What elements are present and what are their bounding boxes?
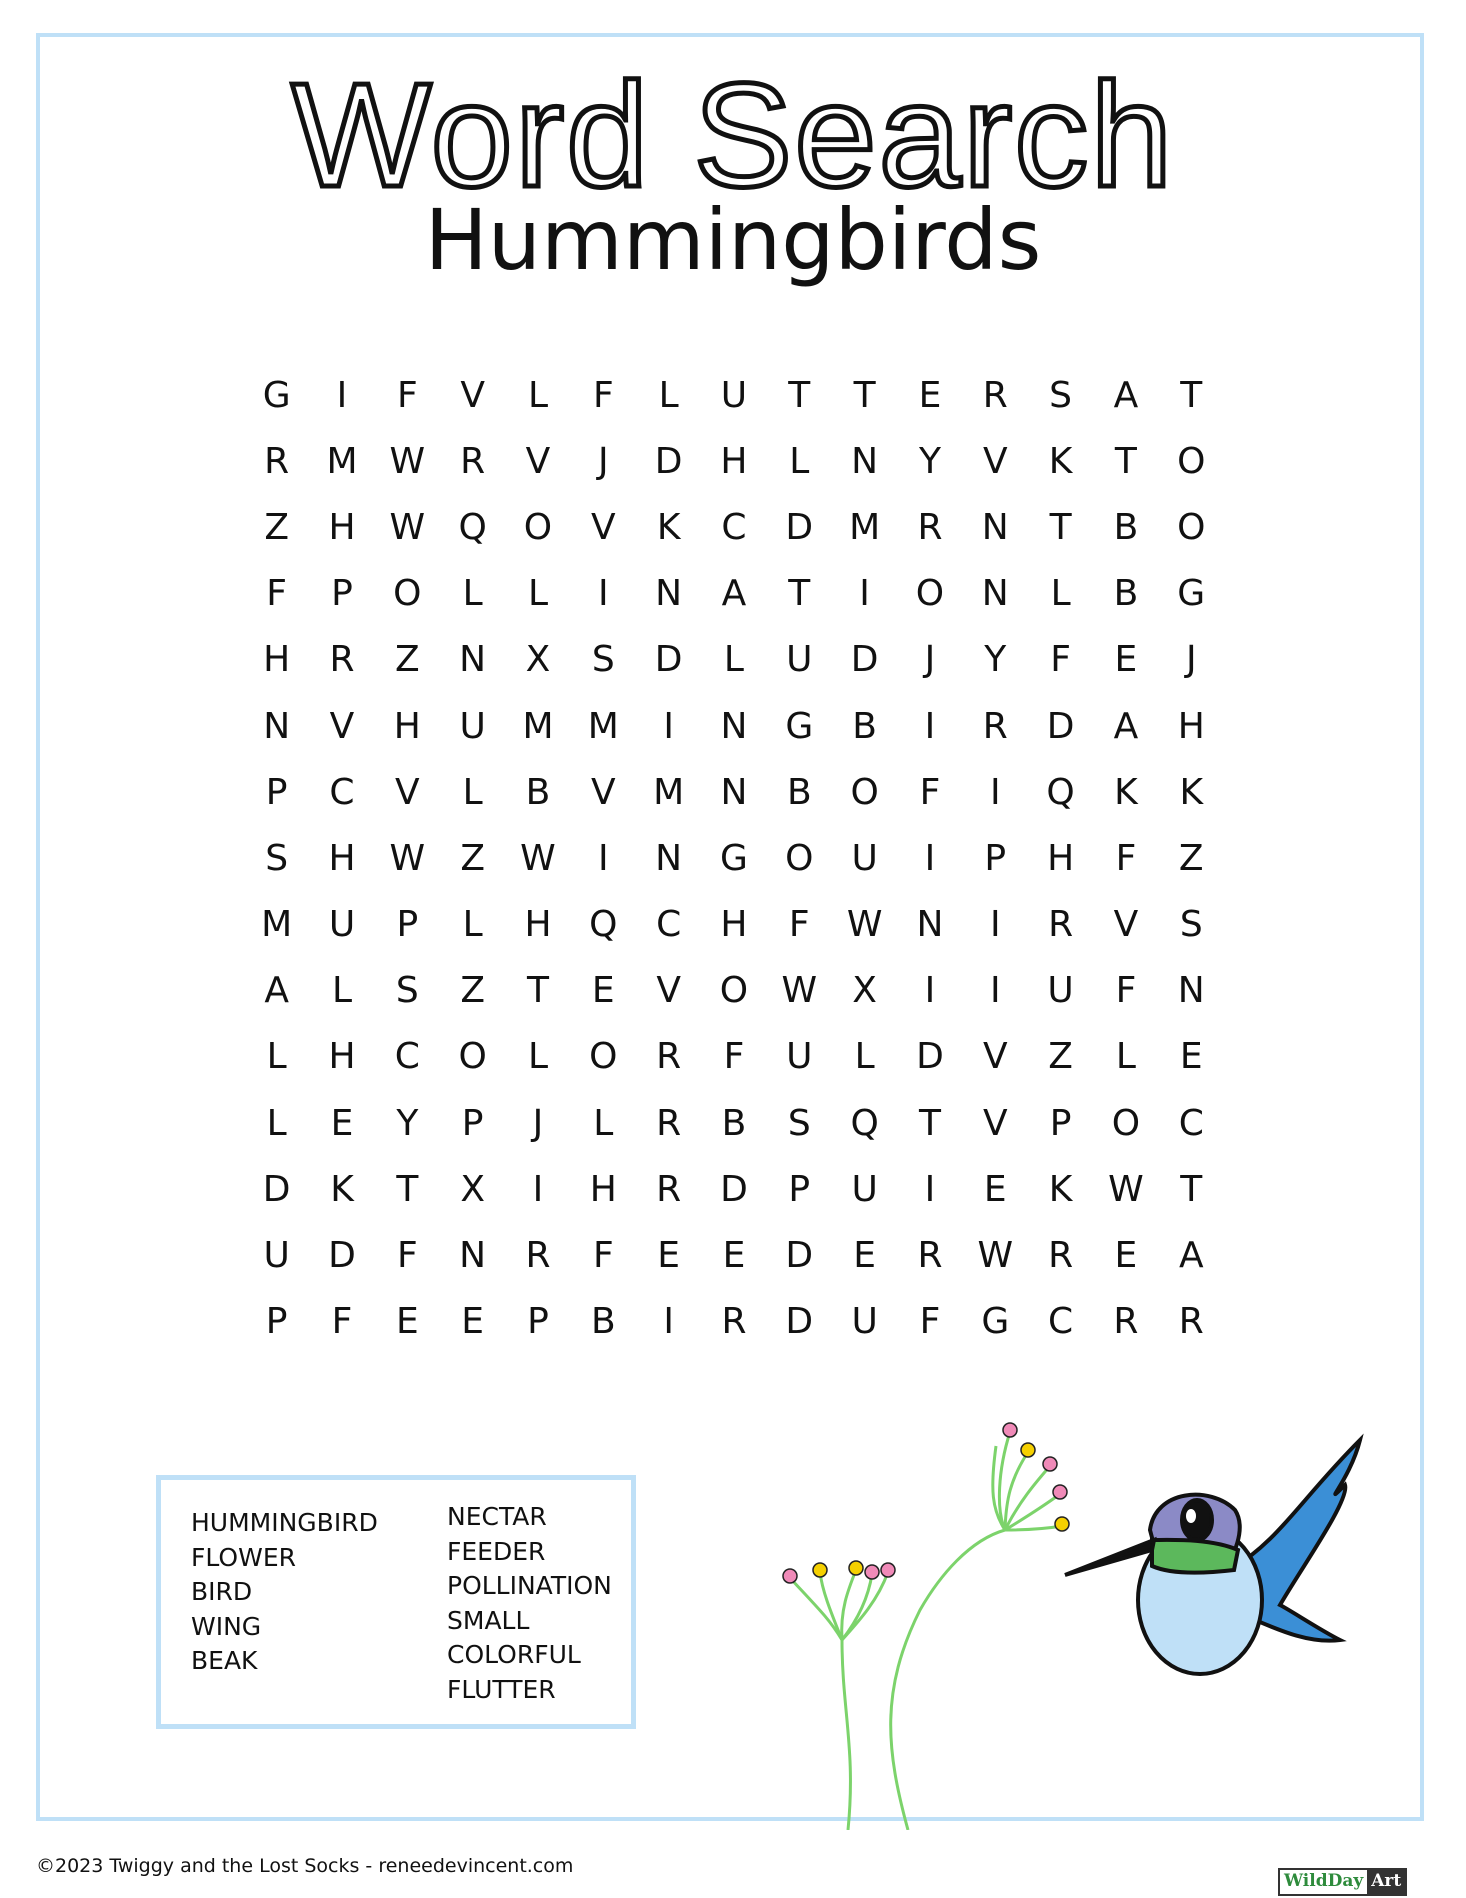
grid-letter: A	[1113, 705, 1139, 747]
grid-letter: I	[989, 904, 1001, 946]
grid-letter: S	[265, 837, 289, 879]
grid-letter: W	[977, 1235, 1014, 1277]
grid-letter: H	[1047, 837, 1075, 879]
grid-letter: E	[461, 1301, 485, 1343]
grid-letter: B	[590, 1301, 616, 1343]
grid-letter: E	[591, 970, 615, 1012]
grid-letter: F	[723, 1036, 745, 1078]
grid-letter: Y	[984, 639, 1007, 681]
grid-letter: L	[462, 904, 483, 946]
grid-letter: C	[656, 904, 682, 946]
grid-letter: Z	[1178, 837, 1204, 879]
page-subtitle: Hummingbirds	[424, 191, 1042, 289]
grid-letter: V	[982, 1102, 1008, 1144]
grid-row	[244, 1090, 1224, 1156]
grid-letter: R	[329, 639, 355, 681]
grid-letter: H	[589, 1168, 617, 1210]
grid-letter: V	[525, 440, 551, 482]
grid-letter: I	[989, 771, 1001, 813]
grid-letter: N	[655, 837, 683, 879]
grid-letter: D	[720, 1168, 748, 1210]
grid-letter: I	[597, 837, 609, 879]
grid-letter: X	[852, 970, 877, 1012]
grid-letter: B	[1113, 506, 1139, 548]
grid-letter: W	[389, 440, 426, 482]
grid-letter: V	[590, 506, 616, 548]
grid-letter: P	[461, 1102, 484, 1144]
grid-row	[244, 627, 1224, 693]
page-title: Word Search	[291, 53, 1175, 218]
grid-letter: R	[656, 1168, 682, 1210]
grid-letter: N	[916, 904, 944, 946]
grid-letter: C	[721, 506, 747, 548]
grid-letter: Q	[1046, 771, 1075, 813]
grid-letter: I	[532, 1168, 544, 1210]
grid-letter: N	[655, 573, 683, 615]
grid-letter: T	[1049, 506, 1072, 548]
grid-letter: S	[1049, 374, 1073, 416]
grid-letter: U	[851, 837, 878, 879]
grid-letter: D	[654, 639, 683, 681]
grid-letter: H	[328, 506, 356, 548]
grid-letter: L	[723, 639, 744, 681]
word-list-item: HUMMINGBIRD	[191, 1508, 378, 1537]
grid-letter: K	[1048, 440, 1073, 482]
grid-letter: W	[389, 506, 426, 548]
grid-letter: L	[593, 1102, 614, 1144]
grid-letter: N	[459, 639, 487, 681]
grid-row	[244, 1289, 1224, 1355]
grid-letter: K	[330, 1168, 354, 1210]
grid-letter: W	[389, 837, 426, 879]
grid-letter: V	[590, 771, 616, 813]
hummingbird-icon	[1065, 1440, 1360, 1674]
word-list-column-a	[191, 1506, 378, 1679]
grid-letter: O	[458, 1036, 487, 1078]
grid-letter: R	[656, 1102, 682, 1144]
grid-letter: S	[787, 1102, 811, 1144]
grid-row	[244, 1024, 1224, 1090]
grid-letter: J	[597, 440, 609, 482]
grid-letter: A	[721, 573, 747, 615]
grid-letter: Z	[264, 506, 289, 548]
grid-letter: W	[1108, 1168, 1144, 1210]
grid-letter: V	[395, 771, 420, 813]
grid-letter: E	[1114, 1235, 1138, 1277]
grid-letter: Q	[589, 904, 618, 946]
word-list-item: BEAK	[191, 1646, 258, 1675]
grid-letter: B	[525, 771, 551, 813]
grid-letter: G	[785, 705, 814, 747]
grid-letter: U	[328, 904, 356, 946]
grid-letter: D	[916, 1036, 944, 1078]
grid-letter: Z	[460, 970, 485, 1012]
grid-letter: S	[1179, 904, 1203, 946]
grid-letter: H	[1177, 705, 1205, 747]
grid-letter: X	[525, 639, 551, 681]
grid-letter: H	[328, 1036, 356, 1078]
grid-letter: C	[394, 1036, 420, 1078]
grid-letter: H	[524, 904, 552, 946]
grid-letter: L	[854, 1036, 875, 1078]
grid-letter: U	[263, 1235, 290, 1277]
grid-letter: L	[331, 970, 353, 1012]
grid-letter: T	[1180, 374, 1203, 416]
grid-letter: K	[656, 506, 681, 548]
word-list-item: FLUTTER	[447, 1674, 556, 1704]
grid-letter: L	[266, 1102, 287, 1144]
hummingbird-illustration	[760, 1390, 1380, 1830]
grid-letter: O	[850, 771, 879, 813]
grid-letter: V	[982, 1036, 1008, 1078]
grid-letter: I	[924, 970, 936, 1012]
grid-letter: F	[331, 1301, 353, 1343]
grid-letter: B	[852, 705, 877, 747]
word-list-box	[156, 1475, 636, 1729]
grid-letter: R	[721, 1301, 747, 1343]
grid-letter: A	[1113, 374, 1139, 416]
grid-letter: K	[1048, 1168, 1073, 1210]
grid-letter: N	[981, 506, 1009, 548]
grid-letter: B	[721, 1102, 747, 1144]
grid-letter: I	[859, 573, 870, 615]
grid-letter: U	[1047, 970, 1074, 1012]
grid-letter: P	[396, 904, 419, 946]
grid-letter: L	[462, 573, 483, 615]
grid-letter: R	[982, 374, 1008, 416]
grid-letter: N	[851, 440, 879, 482]
grid-letter: L	[527, 573, 548, 615]
grid-letter: G	[1177, 573, 1206, 615]
grid-letter: U	[786, 1036, 813, 1078]
word-list-item: SMALL	[447, 1605, 530, 1635]
grid-letter: G	[720, 837, 748, 879]
grid-letter: H	[393, 705, 421, 747]
grid-letter: W	[846, 904, 883, 946]
word-list-item: NECTAR	[447, 1502, 547, 1531]
grid-letter: D	[262, 1168, 291, 1210]
grid-letter: L	[462, 771, 483, 813]
grid-letter: D	[785, 506, 814, 548]
grid-letter: E	[722, 1235, 746, 1277]
grid-letter: R	[917, 506, 943, 548]
grid-letter: R	[1048, 904, 1074, 946]
grid-letter: E	[330, 1102, 354, 1144]
grid-letter: L	[789, 440, 810, 482]
grid-letter: N	[720, 705, 748, 747]
grid-row	[244, 494, 1224, 560]
grid-letter: N	[1177, 970, 1205, 1012]
grid-letter: Z	[460, 837, 485, 879]
grid-letter: W	[781, 970, 818, 1012]
grid-row	[244, 362, 1224, 428]
grid-letter: F	[592, 374, 614, 416]
grid-letter: E	[395, 1301, 419, 1343]
grid-letter: E	[983, 1168, 1007, 1210]
grid-letter: P	[331, 573, 353, 615]
grid-letter: T	[788, 374, 811, 416]
petal-icons	[783, 1423, 1069, 1583]
grid-letter: M	[522, 705, 554, 747]
grid-letter: M	[653, 771, 685, 813]
grid-letter: R	[525, 1235, 551, 1277]
grid-letter: F	[592, 1235, 614, 1277]
grid-letter: I	[336, 374, 348, 416]
grid-letter: E	[657, 1235, 680, 1277]
word-list-item: POLLINATION	[447, 1571, 612, 1600]
grid-letter: A	[1178, 1235, 1204, 1277]
grid-letter: T	[1114, 440, 1137, 482]
grid-letter: E	[1179, 1036, 1203, 1078]
grid-letter: T	[918, 1102, 941, 1144]
grid-letter: K	[1114, 771, 1138, 813]
grid-letter: P	[265, 1301, 288, 1343]
grid-letter: U	[851, 1168, 878, 1210]
grid-letter: U	[720, 374, 748, 416]
grid-letter: Z	[1048, 1036, 1073, 1078]
grid-letter: Z	[394, 639, 420, 681]
grid-letter: E	[853, 1235, 876, 1277]
word-list-item: FLOWER	[191, 1542, 296, 1572]
grid-letter: V	[329, 705, 355, 747]
grid-row	[244, 561, 1224, 627]
word-list-item: FEEDER	[447, 1536, 546, 1566]
grid-letter: U	[786, 639, 813, 681]
word-list-item: COLORFUL	[447, 1640, 581, 1669]
grid-letter: I	[663, 1301, 674, 1343]
grid-letter: O	[523, 506, 553, 548]
grid-letter: I	[597, 573, 609, 615]
logo-text-b: Art	[1367, 1870, 1405, 1894]
grid-letter: G	[981, 1301, 1010, 1343]
grid-letter: K	[1179, 771, 1204, 813]
grid-letter: P	[984, 837, 1007, 879]
grid-letter: W	[520, 837, 556, 879]
grid-letter: U	[851, 1301, 878, 1343]
grid-letter: J	[532, 1102, 544, 1144]
grid-letter: P	[788, 1168, 811, 1210]
grid-letter: H	[720, 904, 748, 946]
grid-letter: D	[850, 639, 879, 681]
flower-icon	[790, 1432, 1062, 1830]
grid-letter: G	[262, 374, 291, 416]
grid-letter: A	[264, 970, 289, 1012]
grid-letter: Y	[918, 440, 941, 482]
grid-row	[244, 892, 1224, 958]
grid-letter: H	[328, 837, 356, 879]
grid-letter: J	[1185, 639, 1197, 681]
grid-letter: V	[1113, 904, 1139, 946]
grid-letter: B	[786, 771, 812, 813]
grid-letter: U	[459, 705, 486, 747]
grid-letter: F	[788, 904, 810, 946]
grid-letter: F	[396, 374, 418, 416]
grid-letter: D	[1046, 705, 1075, 747]
grid-letter: T	[396, 1168, 419, 1210]
grid-letter: C	[329, 771, 355, 813]
word-list-item: BIRD	[191, 1577, 253, 1606]
grid-letter: N	[459, 1235, 487, 1277]
grid-row	[244, 825, 1224, 891]
grid-letter: T	[853, 374, 876, 416]
grid-letter: J	[924, 639, 936, 681]
grid-letter: F	[1115, 970, 1137, 1012]
grid-letter: Y	[396, 1102, 419, 1144]
grid-letter: Q	[458, 506, 487, 548]
grid-letter: L	[1115, 1036, 1136, 1078]
grid-letter: L	[266, 1036, 287, 1078]
grid-row	[244, 693, 1224, 759]
grid-letter: L	[527, 1036, 548, 1078]
grid-letter: M	[326, 440, 358, 482]
grid-letter: F	[919, 771, 941, 813]
grid-letter: O	[1177, 440, 1206, 482]
grid-letter: O	[1177, 506, 1206, 548]
grid-letter: D	[328, 1235, 356, 1277]
grid-letter: R	[1048, 1235, 1074, 1277]
grid-letter: C	[1178, 1102, 1204, 1144]
grid-letter: R	[1178, 1301, 1204, 1343]
grid-letter: E	[918, 374, 942, 416]
grid-letter: R	[917, 1235, 943, 1277]
grid-letter: I	[989, 970, 1001, 1012]
grid-letter: D	[785, 1235, 814, 1277]
grid-letter: N	[981, 573, 1009, 615]
grid-letter: F	[1115, 837, 1137, 879]
grid-row	[244, 1222, 1224, 1288]
grid-letter: R	[264, 440, 290, 482]
grid-letter: O	[915, 573, 945, 615]
grid-letter: N	[720, 771, 748, 813]
grid-letter: O	[785, 837, 814, 879]
grid-letter: R	[656, 1036, 682, 1078]
grid-letter: C	[1048, 1301, 1074, 1343]
wildday-art-logo	[1278, 1868, 1407, 1896]
grid-letter: R	[460, 440, 486, 482]
grid-letter: O	[719, 970, 749, 1012]
grid-letter: V	[460, 374, 485, 416]
grid-letter: S	[395, 970, 419, 1012]
word-list-column-b	[447, 1500, 612, 1707]
grid-row	[244, 1156, 1224, 1222]
grid-letter: D	[785, 1301, 814, 1343]
grid-letter: I	[924, 1168, 936, 1210]
grid-letter: F	[919, 1301, 941, 1343]
grid-letter: B	[1113, 573, 1139, 615]
grid-letter: I	[924, 705, 936, 747]
grid-letter: M	[587, 705, 619, 747]
copyright-text: ©2023 Twiggy and the Lost Socks - reneedevincent.com	[36, 1855, 574, 1877]
grid-letter: Q	[850, 1102, 879, 1144]
grid-letter: I	[663, 705, 674, 747]
grid-letter: V	[982, 440, 1008, 482]
grid-letter: H	[263, 639, 291, 681]
grid-letter: R	[982, 705, 1008, 747]
grid-letter: E	[1114, 639, 1138, 681]
grid-letter: L	[658, 374, 679, 416]
grid-letter: S	[591, 639, 615, 681]
grid-letter: I	[924, 837, 936, 879]
grid-letter: P	[1049, 1102, 1072, 1144]
grid-letter: X	[460, 1168, 485, 1210]
grid-letter: F	[396, 1235, 418, 1277]
grid-letter: D	[654, 440, 683, 482]
grid-letter: O	[393, 573, 422, 615]
grid-letter: H	[720, 440, 748, 482]
grid-letter: V	[656, 970, 681, 1012]
grid-letter: T	[788, 573, 811, 615]
grid-letter: T	[1180, 1168, 1203, 1210]
grid-letter: P	[527, 1301, 549, 1343]
grid-letter: O	[589, 1036, 618, 1078]
letter-grid	[244, 362, 1224, 1355]
grid-letter: T	[526, 970, 549, 1012]
grid-row	[244, 759, 1224, 825]
grid-letter: F	[1050, 639, 1071, 681]
grid-letter: M	[849, 506, 881, 548]
grid-letter: P	[265, 771, 288, 813]
logo-text-a: WildDay	[1280, 1870, 1367, 1894]
grid-letter: L	[527, 374, 548, 416]
word-list-item: WING	[191, 1611, 262, 1641]
grid-letter: N	[263, 705, 291, 747]
grid-letter: R	[1113, 1301, 1139, 1343]
grid-letter: O	[1111, 1102, 1141, 1144]
grid-letter: L	[1050, 573, 1071, 615]
grid-letter: F	[266, 573, 288, 615]
grid-letter: M	[261, 904, 293, 946]
grid-row	[244, 428, 1224, 494]
grid-row	[244, 958, 1224, 1024]
